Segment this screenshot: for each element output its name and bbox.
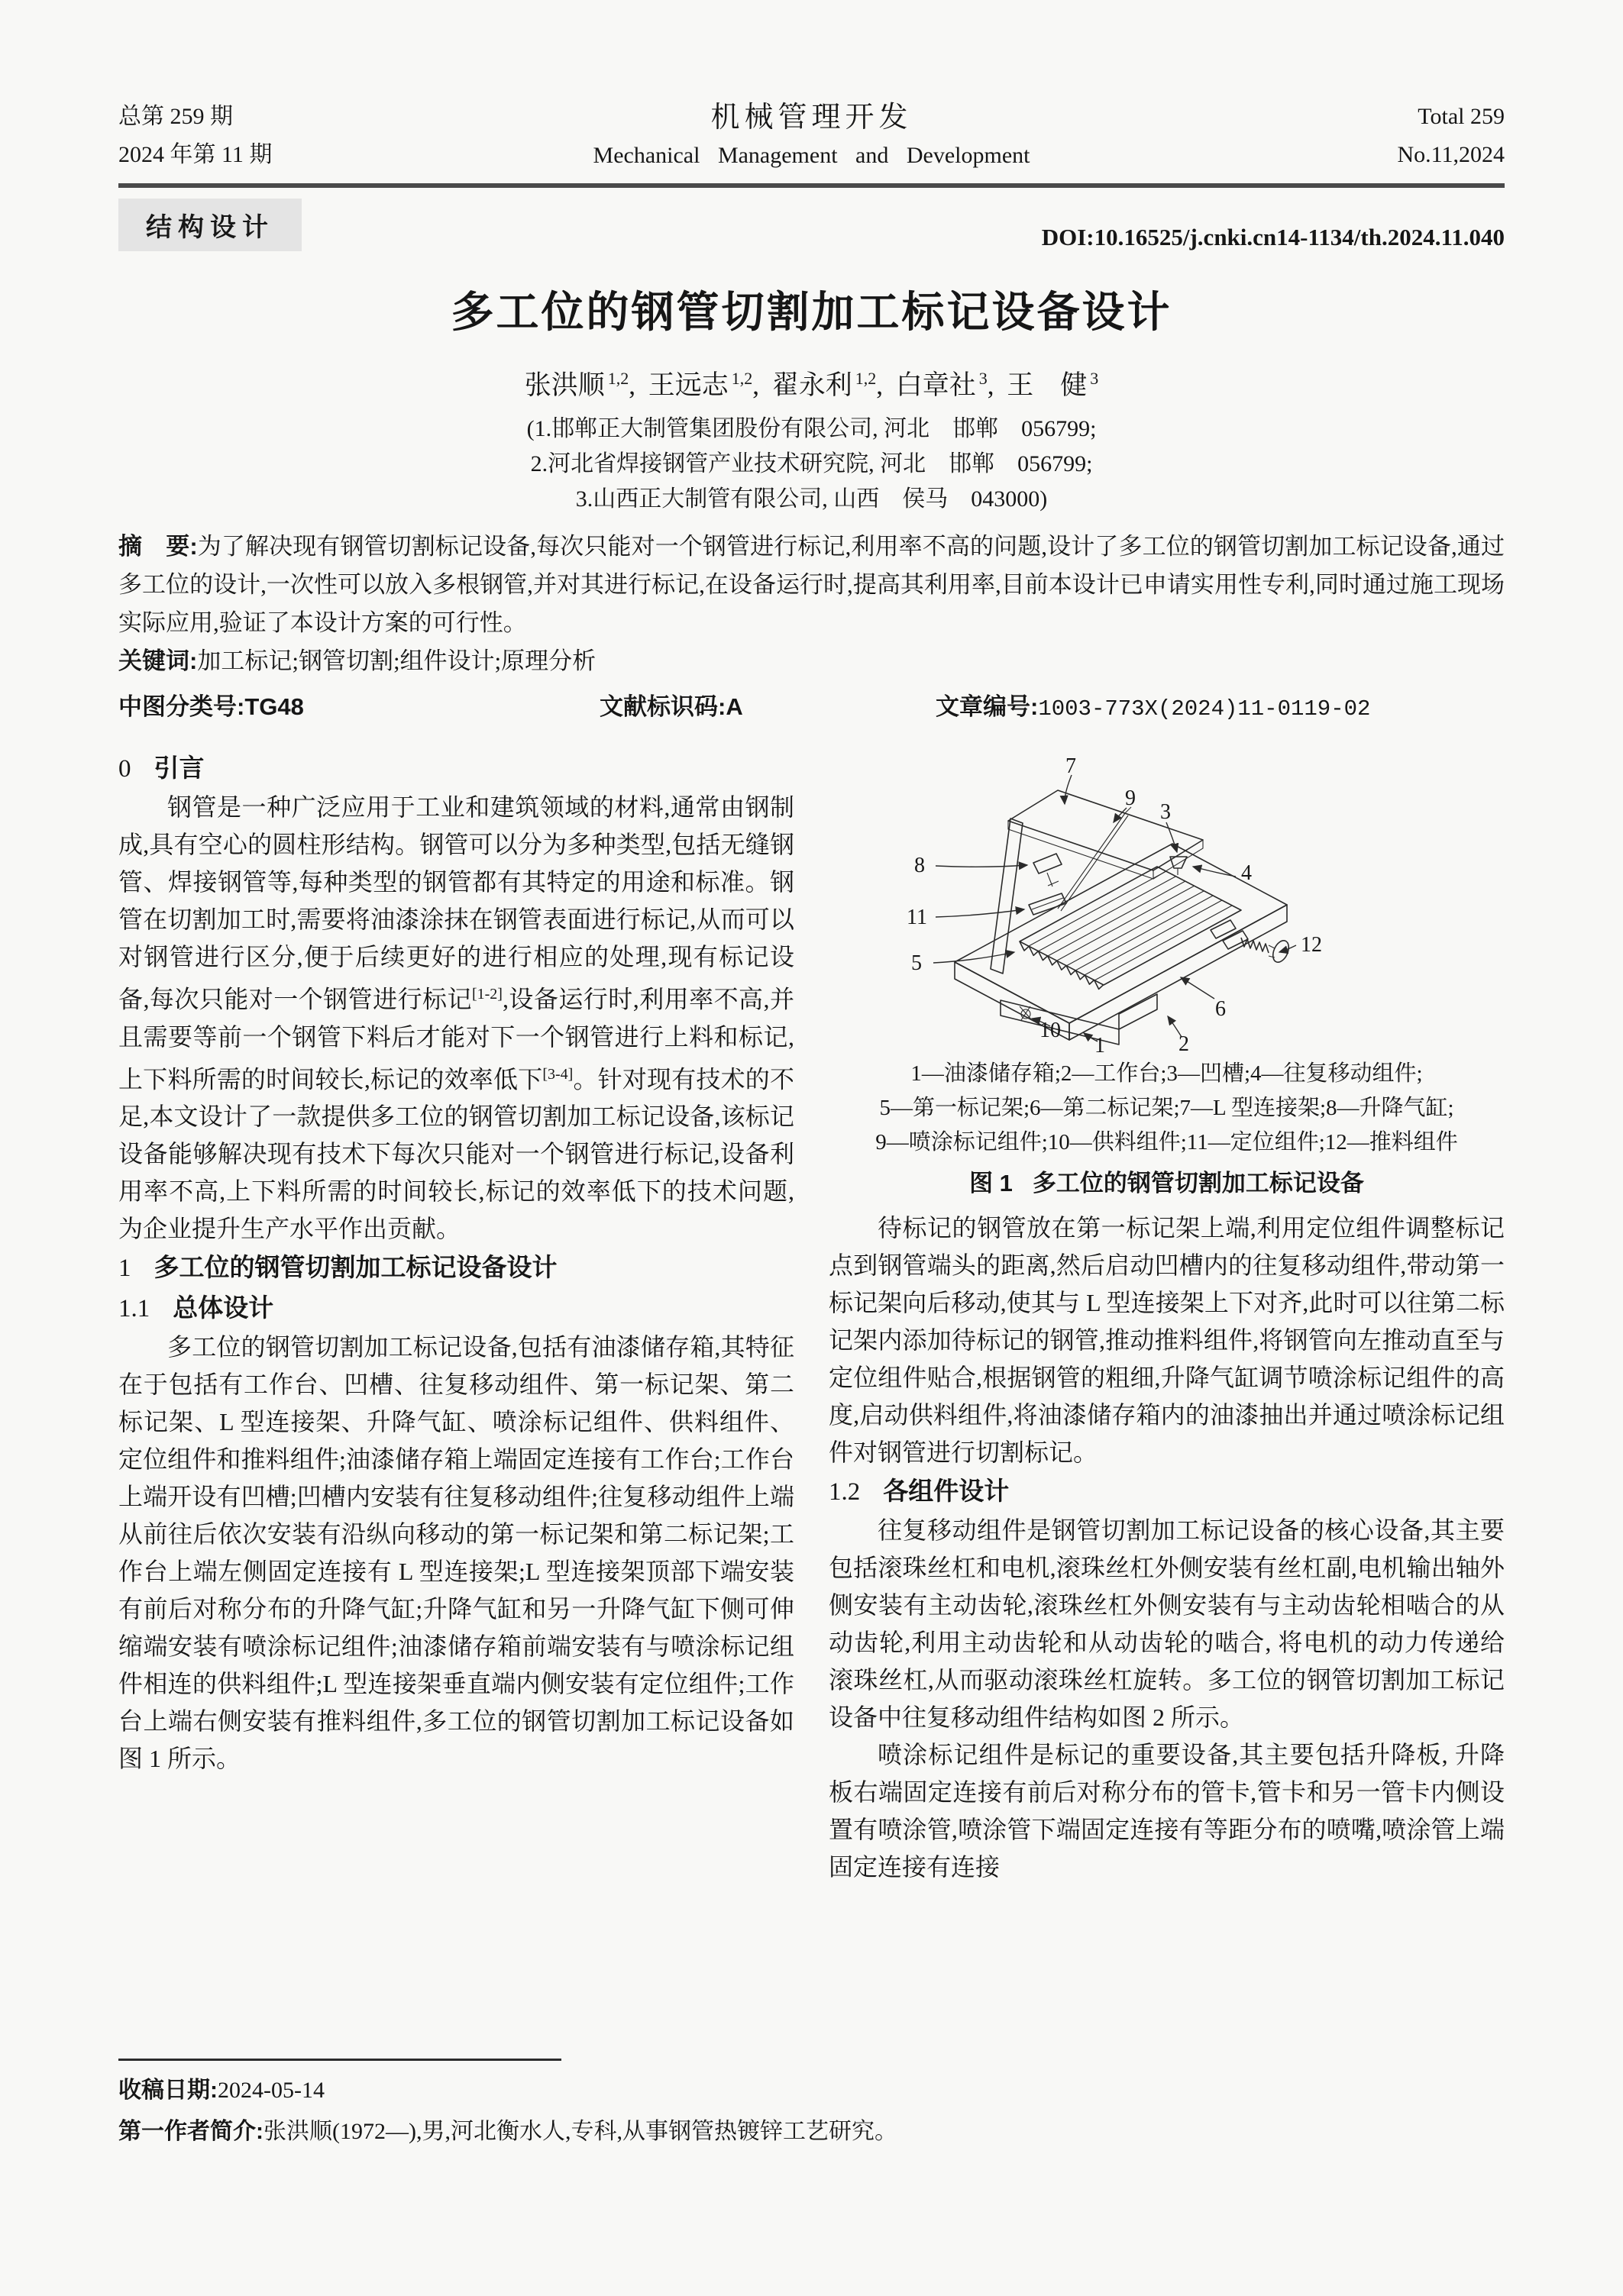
abstract-label: 摘 要: <box>118 533 198 560</box>
section-title: 总体设计 <box>173 1293 274 1322</box>
author-sep: , <box>987 370 994 400</box>
issue-number-en: No.11,2024 <box>1397 142 1505 167</box>
header-rule <box>118 183 1505 188</box>
citation-ref: [3-4] <box>542 1065 574 1083</box>
callout-5: 5 <box>911 951 922 975</box>
pusher-screw <box>1211 920 1292 964</box>
author-affil-sup: 3 <box>1090 369 1099 389</box>
affiliations <box>118 412 1505 517</box>
legend-line: 9—喷涂标记组件;10—供料组件;11—定位组件;12—推料组件 <box>875 1130 1458 1154</box>
column-badge: 结构设计 <box>118 199 302 251</box>
figure-1-caption <box>829 1164 1505 1202</box>
journal-name <box>447 98 1176 174</box>
section-heading-1-1 <box>118 1288 794 1329</box>
author-affil-sup: 1,2 <box>731 369 753 389</box>
issue-total-en: Total 259 <box>1418 104 1505 129</box>
lift-cylinder <box>1033 854 1062 886</box>
callout-6: 6 <box>1215 997 1226 1021</box>
section-title: 多工位的钢管切割加工标记设备设计 <box>154 1253 558 1282</box>
author-sep: , <box>752 370 759 400</box>
author-name: 翟永利 <box>771 370 852 400</box>
doc-code-value: A <box>726 693 743 720</box>
author-bio-value: 张洪顺(1972—),男,河北衡水人,专科,从事钢管热镀锌工艺研究。 <box>263 2119 897 2144</box>
section-1-2-paragraph-1: 往复移动组件是钢管切割加工标记设备的核心设备,其主要包括滚珠丝杠和电机,滚珠丝杠外侧安装有丝杠副,电机输出轴外侧安装有主动齿轮,滚珠丝杠外侧安装有与主动齿轮相啮合的从动齿轮,利用主动齿轮和从动齿轮的啮合, 将电机的动力传递给滚珠丝杠,从而驱动滚珠丝杠旋转。多工位的钢管切割加工标记设备中往复移动组件结构如图 2 所示。 <box>829 1516 1505 1731</box>
article-number <box>936 688 1370 728</box>
author-line <box>118 364 1505 402</box>
clc-value: TG48 <box>244 693 304 720</box>
author-name: 张洪顺 <box>524 370 605 400</box>
section-heading-1 <box>118 1248 794 1288</box>
callout-10: 10 <box>1039 1019 1061 1042</box>
keywords <box>118 642 1505 680</box>
keywords-label: 关键词: <box>118 647 198 674</box>
page-title: 多工位的钢管切割加工标记设备设计 <box>451 288 1172 336</box>
intro-text: 钢管是一种广泛应用于工业和建筑领域的材料,通常由钢制成,具有空心的圆柱形结构。钢管可以分为多种类型,包括无缝钢管、焊接钢管等,每种类型的钢管都有其特定的用途和标准。钢管在切割加工时,需要将油漆涂抹在钢管表面进行标记,从而可以对钢管进行区分,便于后续更好的进行相应的处理,现有标记设备,每次只能对一个钢管进行标记 <box>118 793 794 1013</box>
callout-8: 8 <box>914 854 925 877</box>
author-affil-sup: 3 <box>978 369 988 389</box>
callout-4: 4 <box>1241 861 1252 885</box>
received-date-value: 2024-05-14 <box>218 2078 325 2103</box>
figure-caption-title: 多工位的钢管切割加工标记设备 <box>1032 1170 1364 1196</box>
intro-paragraph <box>118 789 794 1248</box>
affiliation-line: (1.邯郸正大制管集团股份有限公司, 河北 邯郸 056799; <box>526 416 1097 441</box>
author-bio-label: 第一作者简介: <box>118 2119 263 2144</box>
callout-9: 9 <box>1125 786 1136 810</box>
callout-leaders <box>933 775 1296 1041</box>
author-name: 王远志 <box>648 370 729 400</box>
callout-7: 7 <box>1065 754 1076 778</box>
journal-header <box>118 98 1505 174</box>
section-number: 1.2 <box>829 1478 861 1506</box>
worktable-base <box>955 844 1287 1040</box>
author-name: 白章社 <box>895 370 976 400</box>
author-affil-sup: 1,2 <box>607 369 629 389</box>
issue-total-zh: 总第 259 期 <box>118 104 233 129</box>
clc-number <box>118 688 600 728</box>
author-bio-line <box>118 2111 1505 2152</box>
issue-info-right <box>1176 98 1505 174</box>
legend-line: 5—第一标记架;6—第二标记架;7—L 型连接架;8—升降气缸; <box>879 1096 1454 1120</box>
legend-line: 1—油漆储存箱;2—工作台;3—凹槽;4—往复移动组件; <box>910 1061 1423 1086</box>
section-number: 1 <box>118 1255 131 1283</box>
figure-1 <box>829 748 1505 1202</box>
author-affil-sup: 1,2 <box>855 369 877 389</box>
classification-row <box>118 688 1505 728</box>
left-column <box>118 748 794 1886</box>
keywords-text: 加工标记;钢管切割;组件设计;原理分析 <box>197 647 597 674</box>
doi: DOI:10.16525/j.cnki.cn14-1134/th.2024.11.040 <box>1041 224 1505 250</box>
section-title: 引言 <box>154 754 205 782</box>
figure-1-legend <box>829 1057 1505 1160</box>
operation-paragraph: 待标记的钢管放在第一标记架上端,利用定位组件调整标记点到钢管端头的距离,然后启动凹槽内的往复移动组件,带动第一标记架向后移动,使其与 L 型连接架上下对齐,此时可以往第二标记架内添加待标记的钢管,推动推料组件,将钢管向左推动直至与定位组件贴合,根据钢管的粗细,升降气缸调节喷涂标记组件的高度,启动供料组件,将油漆储存箱内的油漆抽出并通过喷涂标记组件对钢管进行切割标记。 <box>829 1214 1505 1466</box>
figure-caption-label: 图 1 <box>969 1170 1013 1196</box>
abstract-text: 为了解决现有钢管切割标记设备,每次只能对一个钢管进行标记,利用率不高的问题,设计了多工位的钢管切割加工标记设备,通过多工位的设计,一次性可以放入多根钢管,并对其进行标记,在设备运行时,提高其利用率,目前本设计已申请实用性专利,同时通过施工现场实际应用,验证了本设计方案的可行性。 <box>118 533 1505 636</box>
section-heading-1-2 <box>829 1471 1505 1512</box>
footnote <box>118 2059 1505 2296</box>
section-heading-0 <box>118 748 794 789</box>
intro-text: ,设备运行时,利用率不高,并且需要等前一个钢管下料后才能对下一个钢管进行上料和标记,上下料所需的时间较长,标记的效率低下 <box>118 985 794 1093</box>
received-date-label: 收稿日期: <box>118 2078 218 2103</box>
affiliation-line: 3.山西正大制管有限公司, 山西 侯马 043000) <box>575 486 1048 512</box>
author-sep: , <box>876 370 883 400</box>
right-column <box>829 748 1505 1886</box>
callout-3: 3 <box>1160 800 1171 824</box>
callout-11: 11 <box>907 906 927 929</box>
marking-racks <box>1020 867 1241 989</box>
author-sep: , <box>629 370 635 400</box>
article-no-label: 文章编号: <box>936 693 1039 720</box>
doc-code-label: 文献标识码: <box>600 693 726 720</box>
issue-number-zh: 2024 年第 11 期 <box>118 142 273 167</box>
section-1-2-paragraph-2: 喷涂标记组件是标记的重要设备,其主要包括升降板, 升降板右端固定连接有前后对称分布的管卡,管卡和另一管卡内侧设置有喷涂管,喷涂管下端固定连接有等距分布的喷嘴,喷涂管上端固定连接有连接 <box>829 1741 1505 1881</box>
author-name: 王 健 <box>1007 370 1088 400</box>
section-number: 1.1 <box>118 1295 150 1323</box>
clc-label: 中图分类号: <box>118 693 245 720</box>
abstract <box>118 528 1505 642</box>
section-title: 各组件设计 <box>883 1477 1010 1505</box>
citation-ref: [1-2] <box>471 986 503 1003</box>
intro-text: 。针对现有技术的不足,本文设计了一款提供多工位的钢管切割加工标记设备,该标记设备能够解决现有技术下每次只能对一个钢管进行标记,设备利用率不高,上下料所需的时间较长,标记的效率低下的技术问题,为企业提升生产水平作出贡献。 <box>118 1065 794 1243</box>
callout-2: 2 <box>1178 1032 1189 1054</box>
document-code <box>600 688 936 728</box>
paint-storage-box <box>1001 994 1157 1045</box>
callout-1: 1 <box>1094 1034 1105 1054</box>
affiliation-line: 2.河北省焊接钢管产业技术研究院, 河北 邯郸 056799; <box>530 451 1093 476</box>
journal-name-zh: 机械管理开发 <box>710 102 913 134</box>
section-number: 0 <box>118 755 131 783</box>
article-no-value: 1003-773X(2024)11-0119-02 <box>1038 696 1371 722</box>
journal-name-en: Mechanical Management and Development <box>593 143 1030 168</box>
section-1-1-paragraph: 多工位的钢管切割加工标记设备,包括有油漆储存箱,其特征在于包括有工作台、凹槽、往复移动组件、第一标记架、第二标记架、L 型连接架、升降气缸、喷涂标记组件、供料组件、定位组件和推料组件;油漆储存箱上端固定连接有工作台;工作台上端开设有凹槽;凹槽内安装有往复移动组件;往复移动组件上端从前往后依次安装有沿纵向移动的第一标记架和第二标记架;工作台上端左侧固定连接有 L 型连接架;L 型连接架顶部下端安装有前后对称分布的升降气缸;升降气缸和另一升降气缸下侧可伸缩端安装有喷涂标记组件;油漆储存箱前端安装有与喷涂标记组件相连的供料组件;L 型连接架垂直端内侧安装有定位组件;工作台上端右侧安装有推料组件,多工位的钢管切割加工标记设备如图 1 所示。 <box>118 1333 794 1773</box>
issue-info-left <box>118 98 447 174</box>
callout-numbers <box>907 754 1322 1054</box>
callout-12: 12 <box>1301 933 1322 957</box>
feed-assembly <box>1020 1006 1032 1020</box>
received-date-line <box>118 2070 1505 2111</box>
figure-1-drawing <box>829 748 1505 1054</box>
footnote-rule <box>118 2059 561 2061</box>
